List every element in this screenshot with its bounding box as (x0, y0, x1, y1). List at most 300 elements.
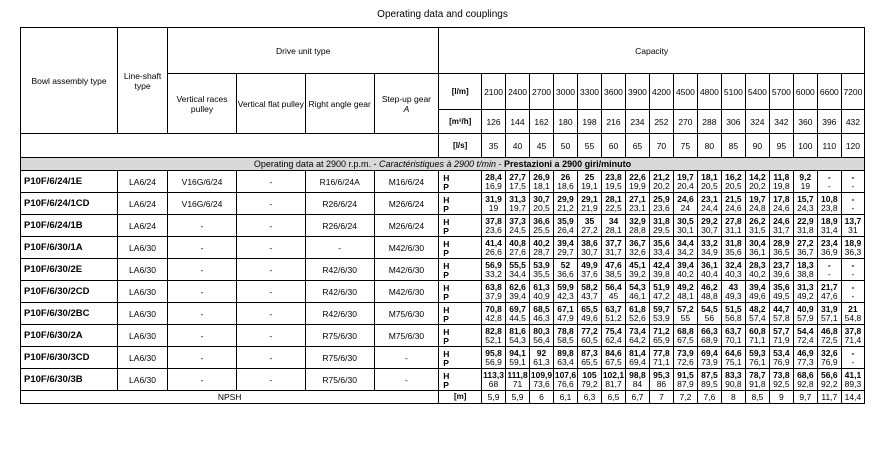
power-value: 31,5 (749, 224, 766, 235)
step-up-cell: M75/6/30 (374, 325, 439, 347)
capacity-value: 4800 (697, 74, 721, 110)
hp-value-cell (769, 281, 793, 303)
line-shaft-cell: LA6/30 (118, 325, 168, 347)
head-value: 23,1 (701, 193, 718, 204)
hp-value-cell (506, 325, 530, 347)
head-value: 71,2 (653, 325, 670, 336)
hp-value-cell (817, 347, 841, 369)
races-pulley-cell: - (168, 303, 237, 325)
power-value: 52,6 (629, 312, 646, 323)
power-value: - (827, 180, 831, 191)
hp-value-cell (721, 171, 745, 193)
hp-value-cell (649, 369, 673, 391)
power-value: 42,3 (557, 290, 574, 301)
p-label: P (443, 313, 449, 324)
head-value: 32,4 (725, 259, 742, 270)
hp-value-cell (793, 303, 817, 325)
step-up-cell: - (374, 347, 439, 369)
power-value: 47,2 (653, 290, 670, 301)
head-value: 32,9 (629, 215, 646, 226)
power-value: 19 (800, 180, 811, 191)
power-value: 92,2 (821, 378, 838, 389)
hp-value-cell (841, 171, 864, 193)
hp-value-cell (721, 281, 745, 303)
head-value: 28,1 (605, 193, 622, 204)
power-value: 48,1 (677, 290, 694, 301)
right-angle-cell: R42/6/30 (305, 281, 374, 303)
head-value: 31,3 (509, 193, 526, 204)
head-value: 9,2 (799, 171, 812, 182)
power-value: 68,9 (701, 334, 718, 345)
hp-value-cell (817, 237, 841, 259)
model-cell: P10F/6/30/2BC (21, 303, 118, 325)
line-shaft-cell: LA6/30 (118, 281, 168, 303)
header-capacity: Capacity (439, 28, 865, 74)
hp-value-cell (745, 369, 769, 391)
head-value: 73,9 (677, 347, 694, 358)
power-value: 72,6 (677, 356, 694, 367)
capacity-value: 270 (673, 110, 697, 134)
capacity-value: 110 (817, 134, 841, 158)
head-value: 41,1 (844, 369, 862, 380)
capacity-value: 396 (817, 110, 841, 134)
power-value: 35,5 (533, 268, 550, 279)
power-value: 24 (680, 202, 691, 213)
npsh-value: 6,3 (577, 391, 601, 404)
flat-pulley-cell: - (236, 303, 305, 325)
hp-value-cell (793, 237, 817, 259)
hp-value-cell (721, 215, 745, 237)
hp-value-cell (817, 171, 841, 193)
hp-labels (439, 303, 482, 325)
hp-value-cell (745, 347, 769, 369)
hp-value-cell (697, 369, 721, 391)
head-value: 28,4 (485, 171, 502, 182)
head-value: 92 (536, 347, 547, 358)
line-shaft-cell: LA6/30 (118, 237, 168, 259)
model-cell: P10F/6/30/3B (21, 369, 118, 391)
power-value: 64,2 (629, 334, 646, 345)
hp-value-cell (482, 281, 506, 303)
power-value: 33,2 (485, 268, 502, 279)
hp-value-cell (601, 215, 625, 237)
power-value: 91,8 (749, 378, 766, 389)
power-value: 70,1 (725, 334, 742, 345)
power-value: 69,4 (629, 356, 646, 367)
hp-labels (439, 347, 482, 369)
hp-value-cell (673, 347, 697, 369)
head-value: - (851, 347, 855, 358)
model-cell: P10F/6/30/1A (21, 237, 118, 259)
head-value: 24,6 (677, 193, 694, 204)
head-value: 45,1 (629, 259, 646, 270)
hp-value-cell (745, 281, 769, 303)
head-value: 46,2 (701, 281, 718, 292)
head-value: 19,7 (749, 193, 766, 204)
head-value: 98,8 (629, 369, 646, 380)
hp-value-cell (697, 171, 721, 193)
power-value: 19,7 (509, 202, 526, 213)
h-label: H (443, 304, 450, 315)
head-value: 78,7 (749, 369, 766, 380)
power-value: 87,9 (677, 378, 694, 389)
races-pulley-cell: - (168, 281, 237, 303)
table-row (21, 281, 865, 303)
power-value: 49,5 (773, 290, 790, 301)
hp-value-cell (841, 215, 864, 237)
head-value: 69,7 (509, 303, 526, 314)
power-value: 20,2 (653, 180, 670, 191)
capacity-value: 5400 (745, 74, 769, 110)
head-value: 37,8 (844, 325, 862, 336)
hp-labels (439, 369, 482, 391)
model-cell: P10F/6/24/1CD (21, 193, 118, 215)
head-value: 28,3 (749, 259, 766, 270)
head-value: 36,1 (701, 259, 718, 270)
hp-value-cell (530, 193, 554, 215)
capacity-unit: [l/m] (439, 74, 482, 110)
hp-value-cell (625, 281, 649, 303)
head-value: 25 (584, 171, 595, 182)
p-label: P (443, 203, 449, 214)
power-value: 57,9 (797, 312, 814, 323)
hp-value-cell (625, 215, 649, 237)
hp-value-cell (506, 193, 530, 215)
hp-value-cell (577, 325, 601, 347)
head-value: 31,9 (821, 303, 838, 314)
npsh-label: NPSH (21, 391, 439, 404)
hp-value-cell (817, 259, 841, 281)
head-value: 54,4 (797, 325, 814, 336)
power-value: 37,6 (581, 268, 598, 279)
power-value: 49,2 (797, 290, 814, 301)
head-value: 73,8 (773, 369, 790, 380)
power-value: 36,1 (749, 246, 766, 257)
head-value: 29,1 (581, 193, 598, 204)
header-vertical-races: Vertical races pulley (168, 74, 237, 134)
head-value: 10,8 (821, 193, 838, 204)
head-value: 26,9 (533, 171, 550, 182)
capacity-value: 3900 (625, 74, 649, 110)
power-value: 65,5 (581, 356, 598, 367)
capacity-value: 324 (745, 110, 769, 134)
head-value: 68,8 (677, 325, 694, 336)
power-value: 42,8 (485, 312, 502, 323)
power-value: 62,4 (605, 334, 622, 345)
h-label: H (443, 238, 450, 249)
table-row (21, 193, 865, 215)
hp-value-cell (817, 281, 841, 303)
capacity-value: 120 (841, 134, 864, 158)
power-value: 36,6 (557, 268, 574, 279)
header-step-up-label: Step-up gear (381, 93, 432, 104)
line-shaft-cell: LA6/30 (118, 303, 168, 325)
power-value: 86 (656, 378, 667, 389)
p-label: P (443, 269, 449, 280)
power-value: 56,8 (725, 312, 742, 323)
power-value: 77,3 (797, 356, 814, 367)
hp-value-cell (577, 303, 601, 325)
hp-value-cell (554, 171, 578, 193)
power-value: 27,2 (581, 224, 598, 235)
power-value: 39,2 (629, 268, 646, 279)
hp-labels (439, 325, 482, 347)
power-value: 31,1 (725, 224, 742, 235)
npsh-value: 11,7 (817, 391, 841, 404)
step-up-cell: - (374, 369, 439, 391)
races-pulley-cell: V16G/6/24 (168, 171, 237, 193)
power-value: 19,5 (605, 180, 622, 191)
capacity-value: 60 (601, 134, 625, 158)
hp-value-cell (697, 347, 721, 369)
model-cell: P10F/6/30/2A (21, 325, 118, 347)
line-shaft-cell: LA6/30 (118, 347, 168, 369)
power-value: 21,2 (557, 202, 574, 213)
head-value: 107,6 (554, 369, 577, 380)
power-value: 29,7 (557, 246, 574, 257)
hp-value-cell (673, 325, 697, 347)
head-value: 111,8 (507, 369, 528, 380)
hp-value-cell (697, 281, 721, 303)
hp-value-cell (530, 303, 554, 325)
model-cell: P10F/6/24/1E (21, 171, 118, 193)
flat-pulley-cell: - (236, 347, 305, 369)
hp-value-cell (817, 303, 841, 325)
step-up-cell: M42/6/30 (374, 281, 439, 303)
capacity-value: 432 (841, 110, 864, 134)
head-value: 57,2 (677, 303, 694, 314)
power-value: 67,5 (677, 334, 694, 345)
hp-value-cell (721, 347, 745, 369)
power-value: 31,8 (797, 224, 814, 235)
hp-value-cell (482, 215, 506, 237)
capacity-value: 2400 (506, 74, 530, 110)
head-value: 48,2 (749, 303, 766, 314)
hp-value-cell (554, 237, 578, 259)
capacity-value: 5700 (769, 74, 793, 110)
head-value: 81,4 (629, 347, 646, 358)
head-value: 54,5 (701, 303, 718, 314)
head-value: 56,9 (485, 259, 502, 270)
power-value: 19,8 (773, 180, 790, 191)
power-value: 24,6 (725, 202, 742, 213)
power-value: 76,1 (749, 356, 766, 367)
hp-value-cell (601, 237, 625, 259)
power-value: 17,5 (509, 180, 526, 191)
hp-value-cell (554, 281, 578, 303)
power-value: 24,4 (701, 202, 718, 213)
hp-labels (439, 215, 482, 237)
head-value: 35,9 (557, 215, 574, 226)
line-shaft-cell: LA6/24 (118, 193, 168, 215)
power-value: - (851, 268, 855, 279)
hp-value-cell (625, 303, 649, 325)
head-value: 27,1 (629, 193, 646, 204)
hp-value-cell (721, 193, 745, 215)
hp-value-cell (745, 325, 769, 347)
power-value: 34,2 (677, 246, 694, 257)
power-value: 23,1 (629, 202, 646, 213)
power-value: 49,3 (725, 290, 742, 301)
head-value: 15,7 (797, 193, 814, 204)
capacity-value: 162 (530, 110, 554, 134)
head-value: 83,3 (725, 369, 742, 380)
power-value: 22,5 (605, 202, 622, 213)
head-value: 35 (584, 215, 595, 226)
power-value: 75,1 (725, 356, 742, 367)
head-value: 75,4 (605, 325, 622, 336)
p-label: P (443, 357, 449, 368)
hp-value-cell (649, 193, 673, 215)
hp-value-cell (697, 325, 721, 347)
power-value: 58,5 (557, 334, 574, 345)
power-value: 72,4 (797, 334, 814, 345)
capacity-value: 3000 (554, 74, 578, 110)
power-value: 92,8 (797, 378, 814, 389)
hp-value-cell (673, 171, 697, 193)
caption-separator: - (496, 159, 505, 169)
power-value: 76,9 (821, 356, 838, 367)
header-line-shaft: Line-shaft type (118, 28, 168, 134)
hp-value-cell (601, 171, 625, 193)
line-shaft-cell: LA6/30 (118, 369, 168, 391)
hp-value-cell (673, 193, 697, 215)
head-value: 17,8 (773, 193, 790, 204)
capacity-value: 65 (625, 134, 649, 158)
head-value: 82,8 (485, 325, 502, 336)
head-value: 21,7 (821, 281, 838, 292)
hp-value-cell (530, 237, 554, 259)
power-value: 30,7 (701, 224, 718, 235)
p-label: P (443, 335, 449, 346)
head-value: 37,7 (605, 237, 622, 248)
hp-value-cell (745, 303, 769, 325)
capacity-unit: [m³/h] (439, 110, 482, 134)
capacity-value: 70 (649, 134, 673, 158)
head-value: 54,3 (629, 281, 646, 292)
power-value: 36,9 (821, 246, 838, 257)
races-pulley-cell: - (168, 369, 237, 391)
head-value: 30,5 (677, 215, 694, 226)
hp-value-cell (601, 193, 625, 215)
operating-caption (21, 158, 865, 171)
head-value: 18,9 (844, 237, 862, 248)
power-value: 55 (680, 312, 691, 323)
hp-value-cell (793, 215, 817, 237)
head-value: 59,9 (557, 281, 574, 292)
power-value: 54,3 (509, 334, 526, 345)
hp-value-cell (841, 303, 864, 325)
power-value: 56,4 (533, 334, 550, 345)
head-value: 43 (728, 281, 739, 292)
flat-pulley-cell: - (236, 259, 305, 281)
power-value: 18,6 (557, 180, 574, 191)
head-value: 60,8 (749, 325, 766, 336)
hp-value-cell (482, 193, 506, 215)
power-value: 73,9 (701, 356, 718, 367)
head-value: 21,5 (725, 193, 742, 204)
power-value: 34,9 (701, 246, 718, 257)
head-value: 56,4 (605, 281, 622, 292)
hp-value-cell (554, 325, 578, 347)
head-value: 22,9 (797, 215, 814, 226)
power-value: 36,3 (844, 246, 862, 257)
head-value: 32,6 (821, 347, 838, 358)
p-label: P (443, 247, 449, 258)
power-value: 57,4 (749, 312, 766, 323)
head-value: 31,8 (725, 237, 742, 248)
head-value: 40,9 (797, 303, 814, 314)
head-value: 39,4 (677, 259, 694, 270)
head-value: 35,6 (653, 237, 670, 248)
hp-value-cell (769, 215, 793, 237)
hp-value-cell (601, 325, 625, 347)
head-value: 21,2 (653, 171, 670, 182)
hp-value-cell (554, 193, 578, 215)
table-row (21, 259, 865, 281)
power-value: 57,8 (773, 312, 790, 323)
power-value: 45 (608, 290, 619, 301)
power-value: 61,3 (533, 356, 550, 367)
head-value: 51,5 (725, 303, 742, 314)
head-value: 64,6 (725, 347, 742, 358)
races-pulley-cell: - (168, 259, 237, 281)
power-value: 38,5 (605, 268, 622, 279)
power-value: 40,3 (725, 268, 742, 279)
hp-value-cell (817, 215, 841, 237)
hp-value-cell (721, 369, 745, 391)
head-value: 61,3 (533, 281, 550, 292)
power-value: 79,2 (581, 378, 598, 389)
head-value: 63,8 (485, 281, 502, 292)
head-value: 87,5 (701, 369, 718, 380)
power-value: 48,8 (701, 290, 718, 301)
head-value: 62,6 (509, 281, 526, 292)
hp-value-cell (530, 347, 554, 369)
capacity-value: 35 (482, 134, 506, 158)
hp-value-cell (721, 237, 745, 259)
power-value: 52,1 (485, 334, 502, 345)
h-label: H (443, 282, 450, 293)
head-value: 39,4 (557, 237, 574, 248)
head-value: 23,8 (605, 171, 622, 182)
head-value: 47,6 (605, 259, 622, 270)
power-value: 71,1 (749, 334, 766, 345)
hp-value-cell (769, 259, 793, 281)
hp-value-cell (554, 303, 578, 325)
head-value: 105 (582, 369, 597, 380)
power-value: 39,8 (653, 268, 670, 279)
head-value: - (851, 193, 855, 204)
hp-value-cell (625, 369, 649, 391)
head-value: 18,9 (821, 215, 838, 226)
hp-value-cell (530, 325, 554, 347)
model-cell: P10F/6/30/2CD (21, 281, 118, 303)
head-value: 65,5 (581, 303, 598, 314)
power-value: 47,6 (821, 290, 838, 301)
power-value: 59,1 (509, 356, 526, 367)
power-value: 28,8 (629, 224, 646, 235)
head-value: 68,6 (797, 369, 814, 380)
capacity-value: 75 (673, 134, 697, 158)
hp-value-cell (482, 347, 506, 369)
hp-labels (439, 237, 482, 259)
h-label: H (443, 260, 450, 271)
head-value: 36,6 (533, 215, 550, 226)
power-value: 71,1 (653, 356, 670, 367)
head-value: 67,1 (557, 303, 574, 314)
hp-value-cell (506, 369, 530, 391)
